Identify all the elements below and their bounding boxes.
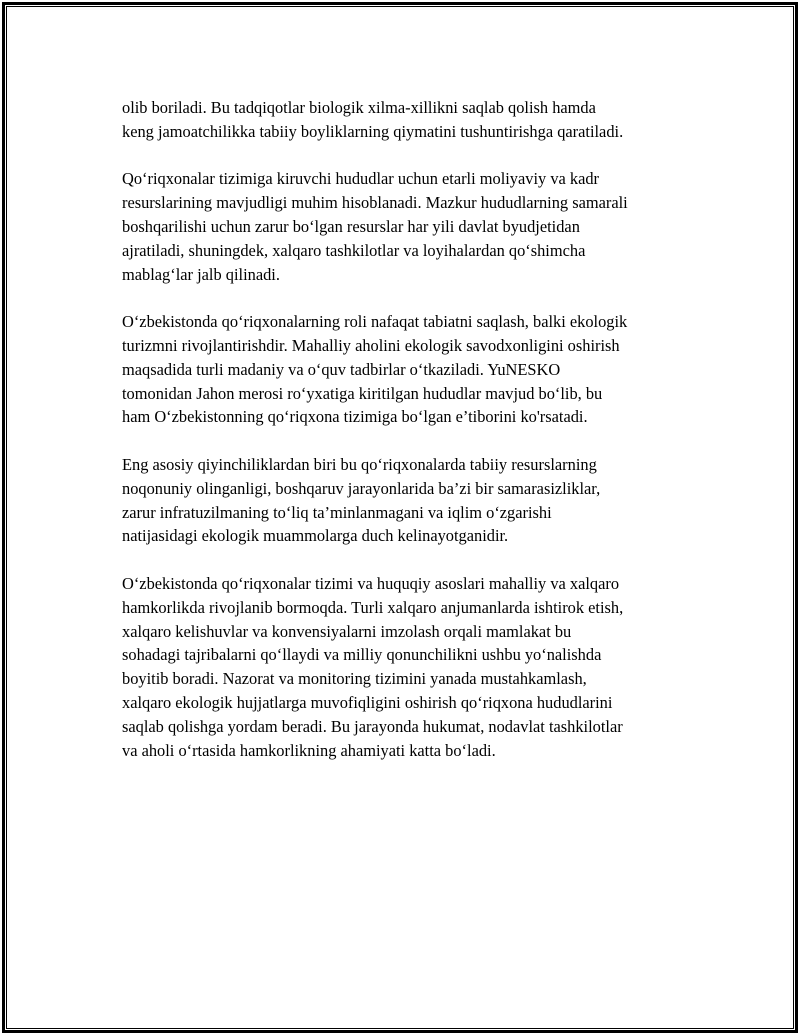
- document-body: [122, 96, 697, 786]
- page-border: [2, 2, 798, 1033]
- paragraph-5: O‘zbekistonda qo‘riqxonalar tizimi va huquqiy asoslari mahalliy va xalqaro hamkorlikda rivojlanib bormoqda. Turli xalqaro anjumanlarda ishtirok etish, xalqaro kelishuvlar va konvensiyalarni imzolash orqali mamlakat bu sohadagi tajribalarni qo‘llaydi va milliy qonunchilikni ushbu yo‘nalishda boyitib boradi. Nazorat va monitoring tizimini yanada mustahkamlash, xalqaro ekologik hujjatlarga muvofiqligini oshirish qo‘riqxona hududlarini saqlab qolishga yordam beradi. Bu jarayonda hukumat, nodavlat tashkilotlar va aholi o‘rtasida hamkorlikning ahamiyati katta bo‘ladi.: [122, 573, 624, 760]
- paragraph-1: olib boriladi. Bu tadqiqotlar biologik xilma-xillikni saqlab qolish hamda keng jamoatchilikka tabiiy boyliklarning qiymatini tushuntirishga qaratiladi.: [122, 98, 624, 141]
- paragraph-2: Qo‘riqxonalar tizimiga kiruvchi hududlar uchun etarli moliyaviy va kadr resurslarining mavjudligi muhim hisoblanadi. Mazkur hududlarning samarali boshqarilishi uchun zarur bo‘lgan resurslar har yili davlat byudjetidan ajratiladi, shuningdek, xalqaro tashkilotlar va loyihalardan qo‘shimcha mablag‘lar jalb qilinadi.: [122, 169, 628, 284]
- paragraph-3: O‘zbekistonda qo‘riqxonalarning roli nafaqat tabiatni saqlash, balki ekologik turizmni rivojlantirishdir. Mahalliy aholini ekologik savodxonligini oshirish maqsadida turli madaniy va o‘quv tadbirlar o‘tkaziladi. YuNESKO tomonidan Jahon merosi ro‘yxatiga kiritilgan hududlar mavjud bo‘lib, bu ham O‘zbekistonning qo‘riqxona tizimiga bo‘lgan e’tiborini ko'rsatadi.: [122, 312, 628, 427]
- paragraph-4: Eng asosiy qiyinchiliklardan biri bu qo‘riqxonalarda tabiiy resurslarning noqonuniy olinganligi, boshqaruv jarayonlarida ba’zi bir samarasizliklar, zarur infratuzilmaning to‘liq ta’minlanmagani va iqlim o‘zgarishi natijasidagi ekologik muammolarga duch kelinayotganidir.: [122, 454, 601, 546]
